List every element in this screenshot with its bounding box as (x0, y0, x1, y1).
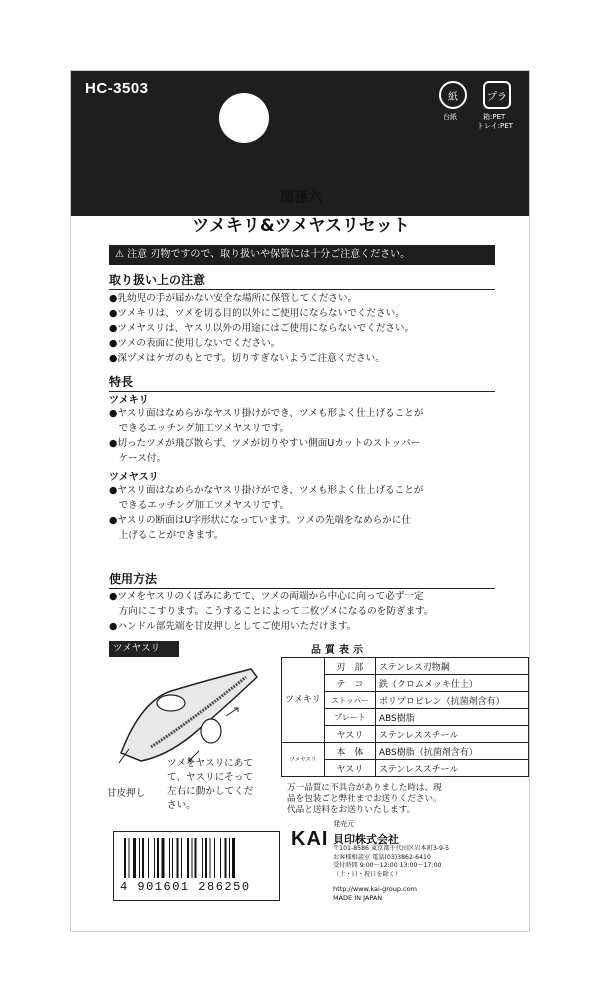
feature-line: できるエッチング加工ツメヤスリです。 (109, 423, 290, 434)
paper-recycle-label: 台紙 (443, 113, 457, 121)
made-in-label: MADE IN JAPAN (333, 893, 383, 902)
table-key: ヤスリ (324, 760, 375, 777)
feature-line: ●ヤスリ面はなめらかなヤスリ掛けができ、ツメも形よく仕上げることが (109, 485, 424, 496)
barcode-bar (148, 838, 149, 878)
kai-logo: KAI (291, 828, 329, 850)
barcode-bar (129, 838, 130, 878)
barcode-digits: 4 901601 286250 (120, 880, 251, 894)
table-value: ステンレススチール (375, 726, 528, 743)
cuticle-caption: 甘皮押し (107, 788, 146, 799)
table-row (282, 743, 529, 760)
handling-item: ●ツメの表面に使用しないでください。 (109, 338, 281, 349)
file-diagram-label: ツメヤスリ (109, 641, 179, 657)
defect-note-line: 品を包装ごと弊社までお送りください。 (287, 794, 442, 804)
nail-file-diagram (111, 661, 261, 771)
group-file: ツメヤスリ (282, 743, 325, 777)
usage-caption: 左右に動かしてくだ (167, 786, 254, 797)
barcode-bar (214, 838, 215, 878)
hang-hole (219, 93, 269, 143)
features-heading: 特長 (109, 373, 495, 392)
address-line: 受付時間 9:00～12:00 13:00～17:00 (333, 862, 442, 869)
barcode-bar (195, 838, 197, 878)
barcode (113, 831, 280, 901)
table-value: 鉄（クロムメッキ仕上） (375, 675, 528, 692)
warning-bar: ⚠ 注意 刃物ですので、取り扱いや保管には十分ご注意ください。 (109, 245, 495, 265)
table-key: テ コ (324, 675, 375, 692)
barcode-bar (187, 838, 189, 878)
plastic-recycle-label-box: 箱:PET (483, 113, 506, 121)
quality-label-title: 品質表示 (311, 645, 367, 656)
barcode-bar (177, 838, 179, 878)
handling-item: ●ツメキリは、ツメを切る目的以外にご使用にならないでください。 (109, 308, 405, 319)
barcode-bar (220, 838, 221, 878)
feature-line: ●切ったツメが飛び散らず、ツメが切りやすい側面Uカットのストッパー (109, 438, 421, 449)
barcode-bar (142, 838, 144, 878)
feature-line: ケース付。 (109, 453, 167, 464)
usage-line: ●ハンドル部先端を甘皮押しとしてご使用いただけます。 (109, 621, 357, 632)
usage-caption: て、ヤスリにそって (167, 772, 253, 783)
table-value: ステンレススチール (375, 760, 528, 777)
defect-note (287, 783, 502, 816)
barcode-bar (232, 838, 235, 878)
handling-heading: 取り扱い上の注意 (109, 271, 495, 290)
barcode-bar (229, 838, 230, 878)
table-value: ステンレス刃物鋼 (375, 658, 528, 675)
publisher-label: 発売元 (333, 820, 354, 828)
group-clipper: ツメキリ (282, 658, 325, 743)
company-address (333, 845, 449, 879)
paper-recycle-icon: 紙 (439, 81, 467, 109)
clipper-subheading: ツメキリ (109, 395, 149, 406)
barcode-bar (202, 838, 203, 878)
plastic-recycle-label-tray: トレイ:PET (477, 122, 513, 130)
handling-item: ●ツメヤスリは、ヤスリ以外の用途にはご使用にならないでください。 (109, 323, 415, 334)
brand-name: 関孫六 (280, 190, 322, 206)
defect-note-line: 代品と送料をお送りいたします。 (287, 805, 416, 815)
product-title: ツメキリ&ツメヤスリセット (192, 216, 410, 236)
table-key: ヤスリ (324, 726, 375, 743)
usage-line: 方向にこすります。こうすることによって二枚ヅメになるのを防ぎます。 (109, 606, 434, 617)
barcode-bar (157, 838, 159, 878)
barcode-bar (192, 838, 193, 878)
company-url-block (333, 885, 417, 902)
handling-item: ●深ヅメはケガのもとです。切りすぎないようご注意ください。 (109, 353, 385, 364)
barcode-bar (133, 838, 136, 878)
barcode-bars (124, 838, 272, 878)
file-subheading: ツメヤスリ (109, 472, 159, 483)
handling-item: ●乳幼児の手が届かない安全な場所に保管してください。 (109, 293, 358, 304)
feature-line: ●ヤスリ面はなめらかなヤスリ掛けができ、ツメも形よく仕上げることが (109, 408, 424, 419)
defect-note-line: 万一品質に不具合がありました時は、現 (287, 783, 442, 793)
barcode-bar (139, 838, 140, 878)
table-key: 本 体 (324, 743, 375, 760)
table-row (282, 658, 529, 675)
barcode-bar (154, 838, 155, 878)
barcode-bar (210, 838, 211, 878)
usage-caption: さい。 (167, 800, 196, 811)
table-value: ポリプロピレン（抗菌剤含有） (375, 692, 528, 709)
address-line: 〒101-8586 東京都千代田区岩本町3-9-5 (333, 845, 450, 852)
feature-line: 上げることができます。 (109, 530, 224, 541)
company-name: 貝印株式会社 (333, 833, 399, 846)
package-card (70, 70, 530, 932)
barcode-bar (172, 838, 173, 878)
barcode-bar (169, 838, 170, 878)
barcode-bar (181, 838, 182, 878)
feature-line: できるエッチング加工ツメヤスリです。 (109, 500, 290, 511)
barcode-bar (205, 838, 207, 878)
table-value: ABS樹脂（抗菌剤含有） (375, 743, 528, 760)
address-line: （土・日・祝日を除く） (333, 870, 402, 878)
address-line: お客様相談室 電話(03)3862-6410 (333, 853, 431, 861)
product-code: HC-3503 (85, 80, 149, 97)
table-value: ABS樹脂 (375, 709, 528, 726)
plastic-recycle-icon: プラ (483, 81, 511, 109)
table-key: ストッパー (324, 692, 375, 709)
usage-line: ●ツメをヤスリのくぼみにあてて、ツメの両端から中心に向って必ず一定 (109, 591, 424, 602)
barcode-bar (124, 838, 126, 878)
usage-caption: ツメをヤスリにあて (167, 758, 253, 769)
feature-line: ●ヤスリの断面はU字形状になっています。ツメの先端をなめらかに仕 (109, 515, 412, 526)
quality-table (281, 657, 529, 777)
table-key: 刃 部 (324, 658, 375, 675)
company-url: http://www.kai-group.com (333, 885, 417, 893)
barcode-bar (225, 838, 227, 878)
table-key: プレート (324, 709, 375, 726)
usage-heading: 使用方法 (109, 570, 495, 589)
barcode-bar (162, 838, 165, 878)
